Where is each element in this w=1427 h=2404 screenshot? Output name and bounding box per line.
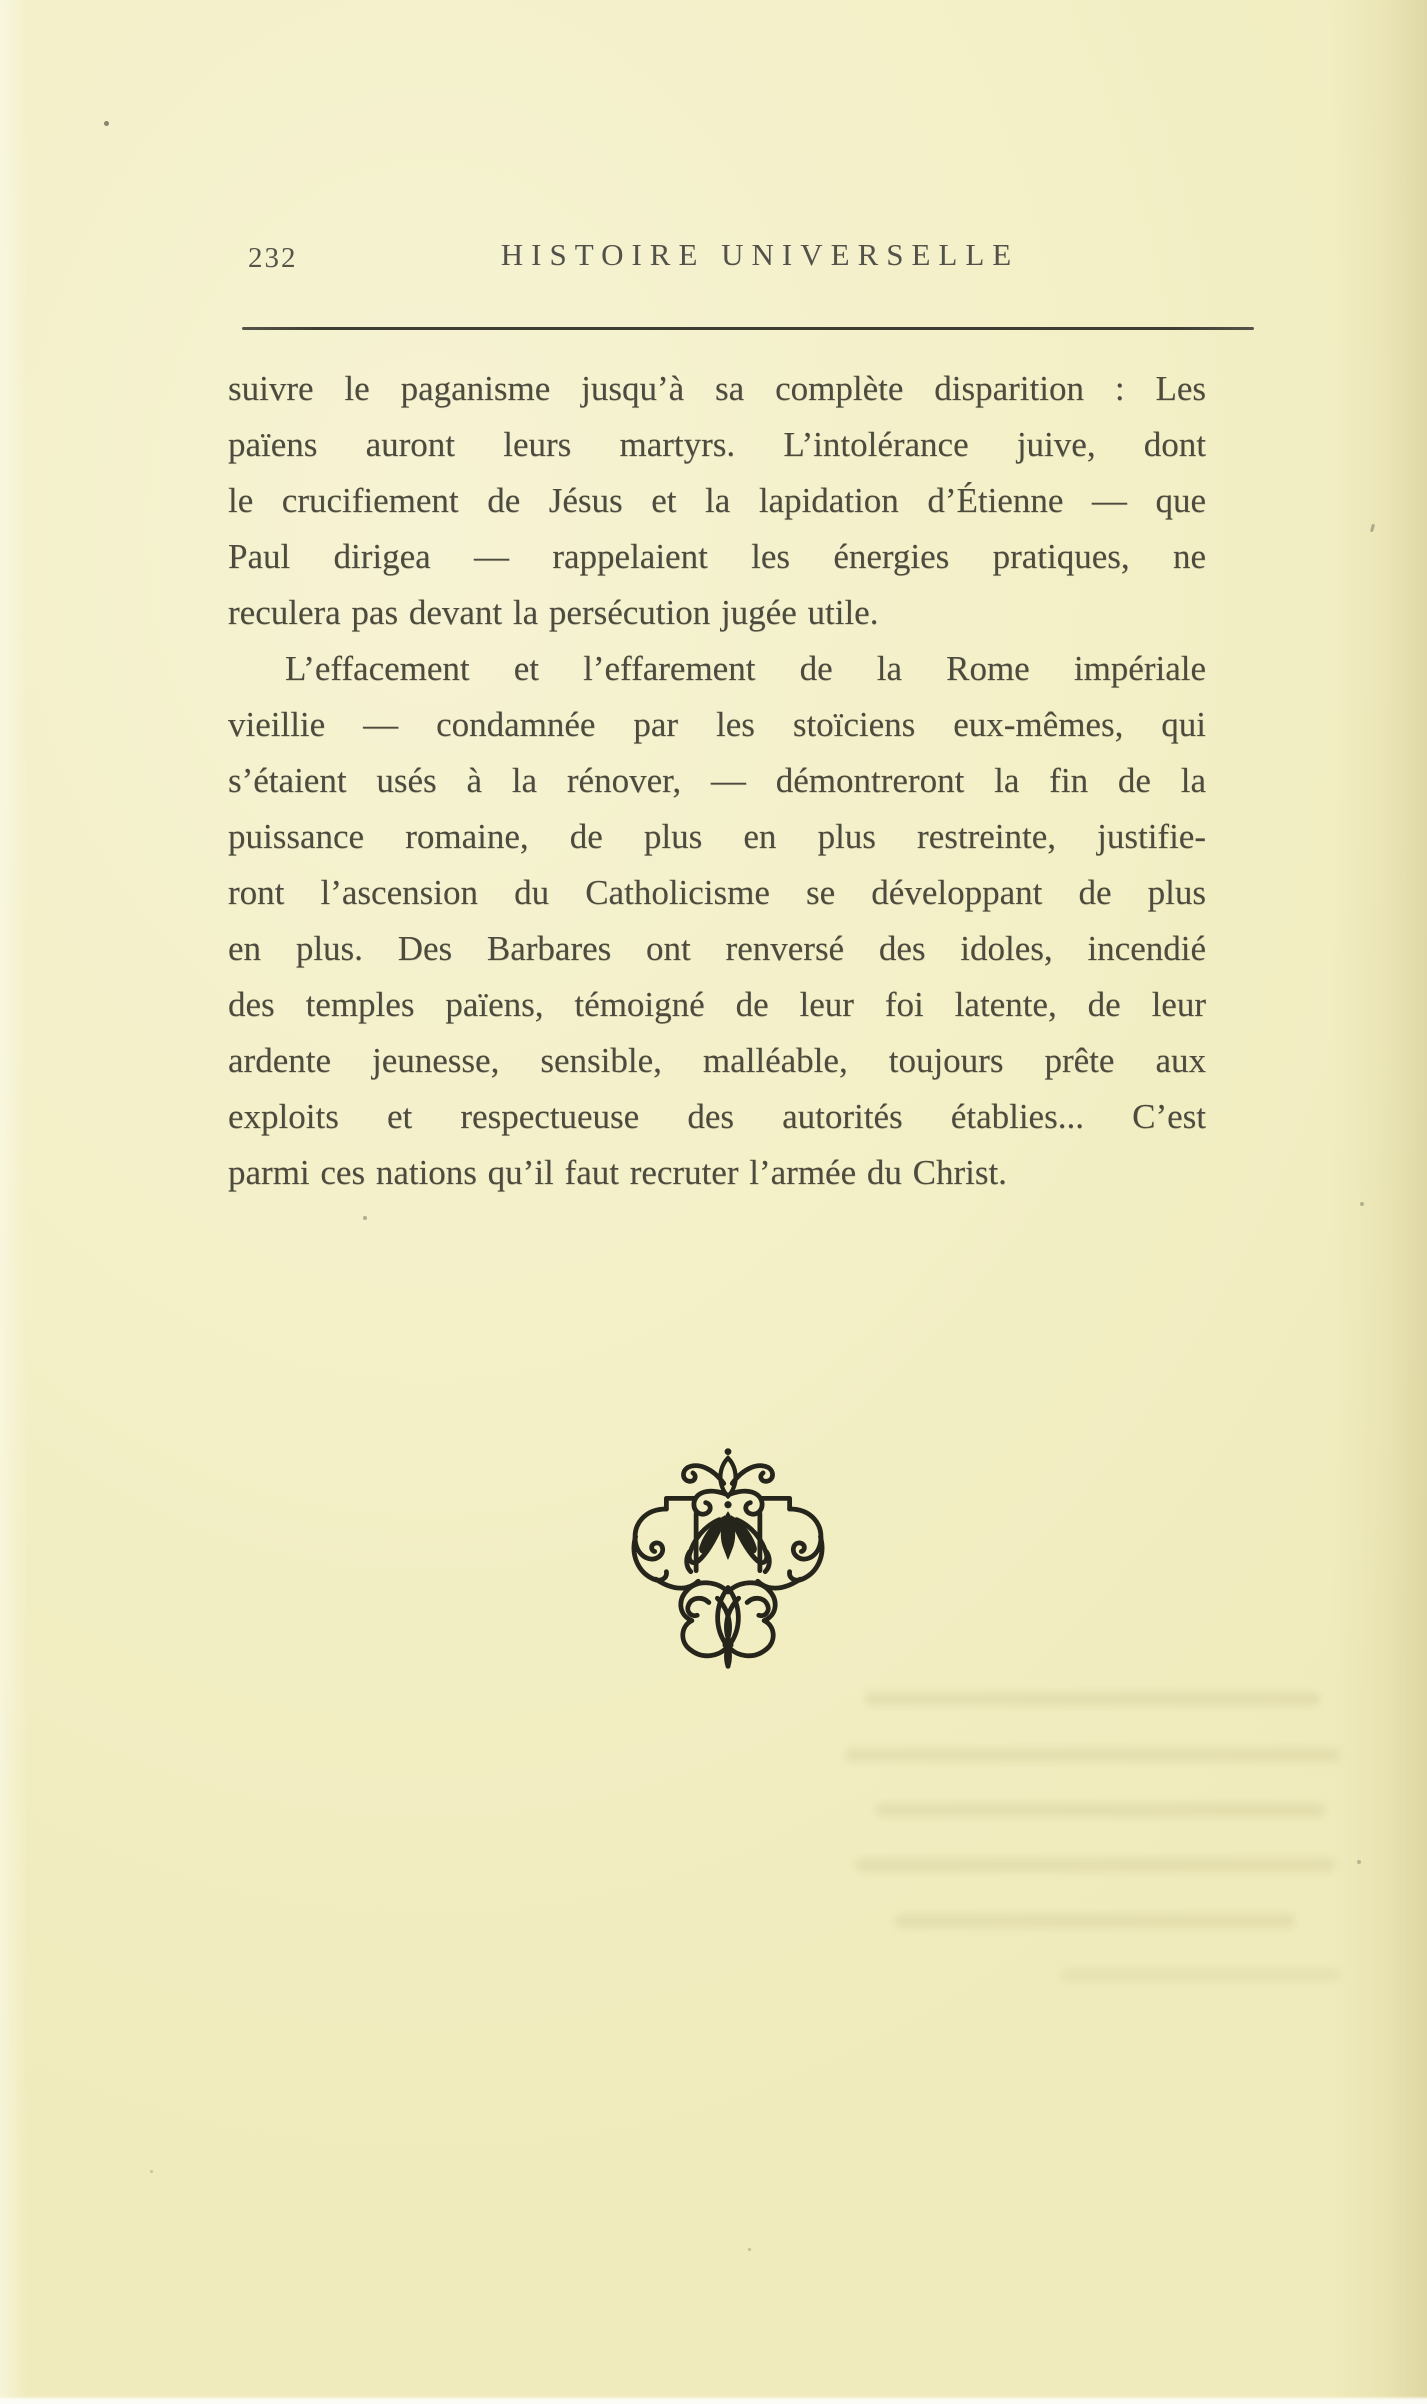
page-edge-left-highlight xyxy=(0,0,28,2404)
page-number: 232 xyxy=(248,242,298,274)
text-line: Paul dirigea — rappelaient les énergies pratiques, ne xyxy=(228,537,1206,576)
text-line: des temples païens, témoigné de leur foi latente, de leur xyxy=(228,985,1206,1024)
text-line: vieillie — condamnée par les stoïciens eux-mêmes, qui xyxy=(228,705,1206,744)
text-line: L’effacement et l’effarement de la Rome impériale xyxy=(285,649,1206,688)
text-line: ardente jeunesse, sensible, malléable, toujours prête aux xyxy=(228,1041,1206,1080)
text-line: le crucifiement de Jésus et la lapidation d’Étienne — que xyxy=(228,481,1206,520)
showthrough-line xyxy=(855,1858,1335,1872)
scan-speck xyxy=(1357,1860,1361,1864)
fleuron-ornament xyxy=(611,1441,845,1696)
text-line: suivre le paganisme jusqu’à sa complète disparition : Les xyxy=(228,369,1206,408)
text-line: exploits et respectueuse des autorités établies... C’est xyxy=(228,1097,1206,1136)
showthrough-line xyxy=(845,1748,1340,1762)
scan-speck xyxy=(748,2248,751,2251)
page-edge-bottom xyxy=(0,2396,1427,2404)
header-rule xyxy=(242,327,1254,330)
text-line: s’étaient usés à la rénover, — démontreront la fin de la xyxy=(228,761,1206,800)
text-line: puissance romaine, de plus en plus restreinte, justifie- xyxy=(228,817,1206,856)
scan-speck xyxy=(363,1216,367,1220)
scan-speck xyxy=(1360,1202,1364,1206)
scan-speck xyxy=(104,121,109,126)
showthrough-line xyxy=(865,1692,1320,1706)
scan-speck xyxy=(150,2170,153,2173)
running-title: HISTOIRE UNIVERSELLE xyxy=(500,237,1020,272)
page-edge-right-shadow xyxy=(1332,0,1427,2404)
text-line: parmi ces nations qu’il faut recruter l’armée du Christ. xyxy=(228,1153,1007,1192)
text-line: païens auront leurs martyrs. L’intolérance juive, dont xyxy=(228,425,1206,464)
showthrough-line xyxy=(1060,1968,1340,1982)
body-text xyxy=(228,361,1206,1201)
text-line: reculera pas devant la persécution jugée utile. xyxy=(228,593,879,632)
showthrough-line xyxy=(895,1914,1295,1928)
text-line: en plus. Des Barbares ont renversé des idoles, incendié xyxy=(228,929,1206,968)
showthrough-line xyxy=(875,1803,1325,1817)
text-line: ront l’ascension du Catholicisme se développant de plus xyxy=(228,873,1206,912)
